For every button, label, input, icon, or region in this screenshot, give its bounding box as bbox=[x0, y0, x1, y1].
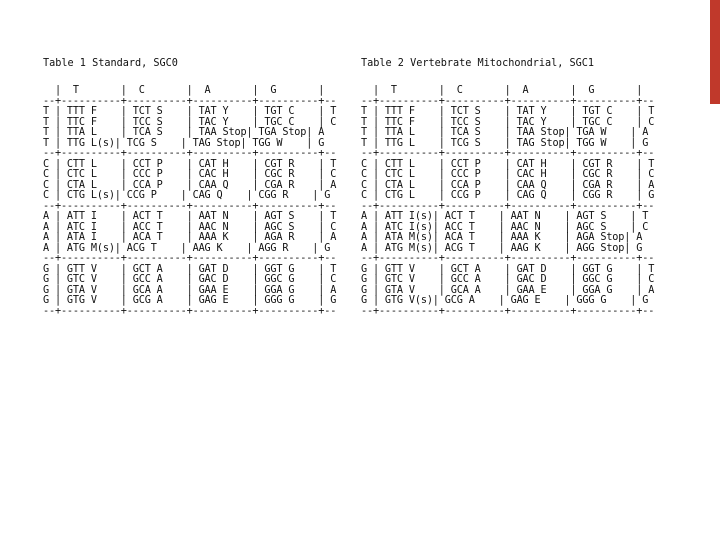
grid-line: --+----------+----------+----------+----------+-- bbox=[361, 95, 655, 107]
grid-line: G | GTC V | GCC A | GAC D | GGC G | C bbox=[43, 274, 337, 285]
table-standard-sgc0 bbox=[43, 57, 336, 317]
grid-line: A | ATG M(s)| ACG T | AAG K | AGG R | G bbox=[43, 242, 331, 254]
grid-line: A | ATT I(s)| ACT T | AAT N | AGT S | T bbox=[361, 211, 649, 222]
grid-line: A | ATG M(s)| ACG T | AAG K | AGG Stop| G bbox=[361, 242, 643, 254]
grid-line: C | CTT L | CCT P | CAT H | CGT R | T bbox=[361, 158, 655, 170]
grid-line: G | GTC V | GCC A | GAC D | GGC G | C bbox=[361, 274, 655, 285]
grid-line: --+----------+----------+----------+----------+-- bbox=[361, 253, 655, 264]
grid-line: A | ATA M(s)| ACA T | AAA K | AGA Stop| A bbox=[361, 232, 643, 243]
grid-line: G | GTG V(s)| GCG A | GAG E | GGG G | G bbox=[361, 295, 649, 306]
table-title: Table 1 Standard, SGC0 bbox=[43, 58, 178, 69]
grid-line: T | TTC F | TCC S | TAC Y | TGC C | C bbox=[43, 116, 337, 128]
grid-line: T | TTG L(s)| TCG S | TAG Stop| TGG W | G bbox=[43, 137, 325, 149]
grid-line: T | TTC F | TCC S | TAC Y | TGC C | C bbox=[361, 116, 655, 128]
grid-line: C | CTA L | CCA P | CAA Q | CGA R | A bbox=[361, 179, 655, 191]
grid-line: --+----------+----------+----------+----------+-- bbox=[361, 305, 655, 317]
grid-line: G | GTA V | GCA A | GAA E | GGA G | A bbox=[361, 284, 655, 296]
grid-line: C | CTA L | CCA P | CAA Q | CGA R | A bbox=[43, 179, 337, 191]
grid-line: --+----------+----------+----------+----------+-- bbox=[361, 148, 655, 159]
grid-line: --+----------+----------+----------+----------+-- bbox=[43, 95, 337, 107]
grid-line: C | CTG L(s)| CCG P | CAG Q | CGG R | G bbox=[43, 190, 331, 201]
grid-line: G | GTG V | GCG A | GAG E | GGG G | G bbox=[43, 295, 337, 306]
grid-line: G | GTT V | GCT A | GAT D | GGT G | T bbox=[43, 263, 337, 275]
grid-line: T | TTT F | TCT S | TAT Y | TGT C | T bbox=[361, 106, 655, 117]
grid-line: T | TTG L | TCG S | TAG Stop| TGG W | G bbox=[361, 137, 649, 149]
grid-line: G | GTA V | GCA A | GAA E | GGA G | A bbox=[43, 284, 337, 296]
grid-line: G | GTT V | GCT A | GAT D | GGT G | T bbox=[361, 263, 655, 275]
grid-line: T | TTT F | TCT S | TAT Y | TGT C | T bbox=[43, 106, 337, 117]
grid-line: C | CTC L | CCC P | CAC H | CGC R | C bbox=[361, 169, 655, 180]
accent-bar bbox=[710, 0, 720, 104]
table-title: Table 2 Vertebrate Mitochondrial, SGC1 bbox=[361, 58, 595, 69]
grid-line: T | TTA L | TCA S | TAA Stop| TGA W | A bbox=[361, 127, 649, 138]
table-vertebrate-mitochondrial-sgc1 bbox=[361, 57, 654, 317]
grid-line: --+----------+----------+----------+----------+-- bbox=[361, 200, 655, 212]
grid-line: A | ATC I(s)| ACC T | AAC N | AGC S | C bbox=[361, 221, 649, 233]
grid-line: A | ATT I | ACT T | AAT N | AGT S | T bbox=[43, 211, 337, 222]
grid-line: | T | C | A | G | bbox=[43, 85, 325, 96]
grid-line: | T | C | A | G | bbox=[361, 85, 643, 96]
grid-line: --+----------+----------+----------+----------+-- bbox=[43, 200, 337, 212]
grid-line: A | ATA I | ACA T | AAA K | AGA R | A bbox=[43, 232, 337, 243]
grid-line: T | TTA L | TCA S | TAA Stop| TGA Stop| A bbox=[43, 127, 325, 138]
grid-line: --+----------+----------+----------+----------+-- bbox=[43, 148, 337, 159]
codon-grid bbox=[361, 86, 654, 317]
grid-line: --+----------+----------+----------+----------+-- bbox=[43, 305, 337, 317]
grid-line: --+----------+----------+----------+----------+-- bbox=[43, 253, 337, 264]
grid-line: A | ATC I | ACC T | AAC N | AGC S | C bbox=[43, 221, 337, 233]
grid-line: C | CTG L | CCG P | CAG Q | CGG R | G bbox=[361, 190, 655, 201]
grid-line: C | CTT L | CCT P | CAT H | CGT R | T bbox=[43, 158, 337, 170]
codon-grid bbox=[43, 86, 336, 317]
grid-line: C | CTC L | CCC P | CAC H | CGC R | C bbox=[43, 169, 337, 180]
